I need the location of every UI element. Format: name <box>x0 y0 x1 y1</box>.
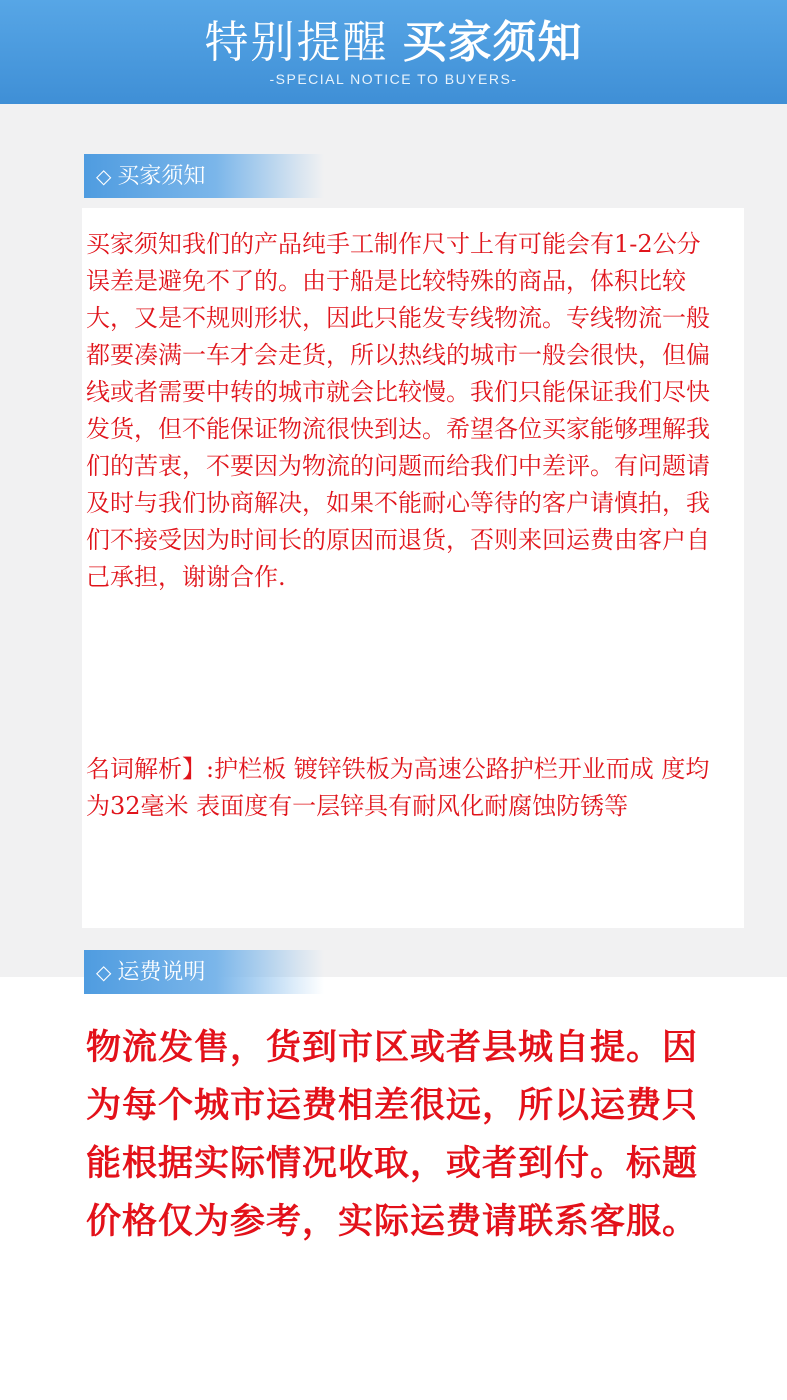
banner-title-bold: 买家须知 <box>402 17 583 68</box>
shipping-info-text: 物流发售，货到市区或者县城自提。因为每个城市运费相差很远，所以运费只能根据实际情况收取，或者到付。标题价格仅为参考，实际运费请联系客服。 <box>86 1027 699 1242</box>
diamond-outline-icon: ◇ <box>96 960 112 984</box>
shipping-tag-label: 运费说明 <box>117 960 206 985</box>
banner-subtitle: -SPECIAL NOTICE TO BUYERS- <box>269 71 518 87</box>
banner-title-light: 特别提醒 <box>204 17 389 68</box>
banner-header <box>0 0 787 104</box>
diamond-outline-icon: ◇ <box>96 164 112 188</box>
shipping-tag <box>84 950 324 994</box>
banner-title <box>0 14 787 72</box>
glossary-text: 名词解析】:护栏板 镀锌铁板为高速公路护栏开业而成 度均为32毫米 表面度有一层锌具有耐风化耐腐蚀防锈等 <box>86 755 710 820</box>
buyer-notice-tag-label: 买家须知 <box>117 164 206 189</box>
buyer-notice-tag <box>84 154 324 198</box>
buyer-notice-text: 买家须知我们的产品纯手工制作尺寸上有可能会有1-2公分误差是避免不了的。由于船是比较特殊的商品，体积比较大，又是不规则形状，因此只能发专线物流。专线物流一般都要凑满一车才会走货，所以热线的城市一般会很快，但偏线或者需要中转的城市就会比较慢。我们只能保证我们尽快发货，但不能保证物流很快到达。希望各位买家能够理解我们的苦衷，不要因为物流的问题而给我们中差评。有问题请及时与我们协商解决，如果不能耐心等待的客户请慎拍，我们不接受因为时间长的原因而退货，否则来回运费由客户自己承担，谢谢合作. <box>86 230 710 591</box>
